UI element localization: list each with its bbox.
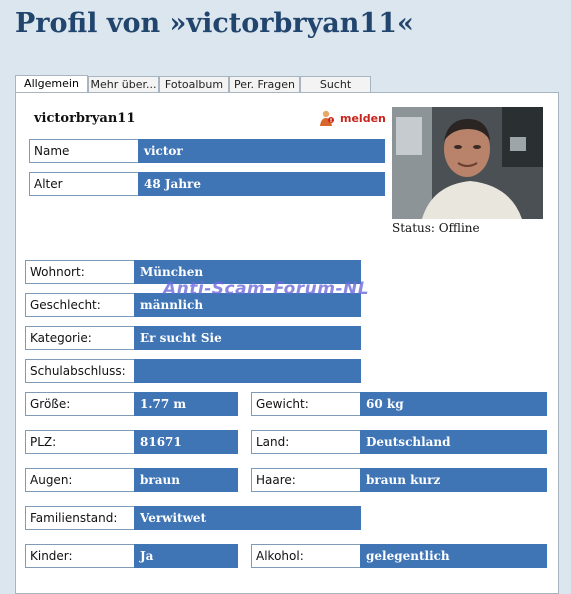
field-alkohol <box>251 544 547 568</box>
field-land-label: Land: <box>251 430 360 454</box>
field-kinder-value: Ja <box>134 544 238 568</box>
field-kategorie-value: Er sucht Sie <box>134 326 361 350</box>
field-geschlecht-value: männlich <box>134 293 361 317</box>
field-kinder <box>25 544 238 568</box>
field-gewicht <box>251 392 547 416</box>
field-alter-label: Alter <box>29 172 138 196</box>
field-wohnort-label: Wohnort: <box>25 260 134 284</box>
report-user-icon <box>318 109 336 127</box>
field-alter-value: 48 Jahre <box>138 172 385 196</box>
field-gewicht-value: 60 kg <box>360 392 547 416</box>
field-schulabschluss-label: Schulabschluss: <box>25 359 134 383</box>
field-land <box>251 430 547 454</box>
field-wohnort-value: München <box>134 260 361 284</box>
field-plz-label: PLZ: <box>25 430 134 454</box>
field-geschlecht-label: Geschlecht: <box>25 293 134 317</box>
watermark: Anti-Scam-Forum-NL <box>163 279 370 299</box>
tab-fotoalbum[interactable]: Fotoalbum <box>159 76 229 93</box>
field-augen-value: braun <box>134 468 238 492</box>
field-haare <box>251 468 547 492</box>
tab-allgemein[interactable]: Allgemein <box>15 75 88 94</box>
field-plz <box>25 430 238 454</box>
online-status: Status: Offline <box>392 221 480 235</box>
field-augen <box>25 468 238 492</box>
field-alkohol-value: gelegentlich <box>360 544 547 568</box>
tab-per-fragen[interactable]: Per. Fragen <box>229 76 300 93</box>
field-groesse-value: 1.77 m <box>134 392 238 416</box>
field-name-value: victor <box>138 139 385 163</box>
profile-photo[interactable] <box>392 107 543 219</box>
report-button[interactable] <box>318 108 386 128</box>
field-kategorie-label: Kategorie: <box>25 326 134 350</box>
field-plz-value: 81671 <box>134 430 238 454</box>
field-familienstand-label: Familienstand: <box>25 506 134 530</box>
field-haare-label: Haare: <box>251 468 360 492</box>
field-gewicht-label: Gewicht: <box>251 392 360 416</box>
field-alter <box>29 172 385 196</box>
field-land-value: Deutschland <box>360 430 547 454</box>
tab-sucht[interactable]: Sucht <box>300 76 371 93</box>
field-groesse-label: Größe: <box>25 392 134 416</box>
field-familienstand <box>25 506 361 530</box>
tab-mehr-ueber[interactable]: Mehr über... <box>88 76 159 93</box>
field-name <box>29 139 385 163</box>
field-alkohol-label: Alkohol: <box>251 544 360 568</box>
field-groesse <box>25 392 238 416</box>
field-schulabschluss-value <box>134 359 361 383</box>
field-name-label: Name <box>29 139 138 163</box>
field-schulabschluss <box>25 359 361 383</box>
field-familienstand-value: Verwitwet <box>134 506 361 530</box>
page-title: Profil von »victorbryan11« <box>15 8 414 39</box>
field-augen-label: Augen: <box>25 468 134 492</box>
report-label: melden <box>340 111 386 125</box>
username: victorbryan11 <box>34 111 136 126</box>
field-haare-value: braun kurz <box>360 468 547 492</box>
field-kinder-label: Kinder: <box>25 544 134 568</box>
field-kategorie <box>25 326 361 350</box>
